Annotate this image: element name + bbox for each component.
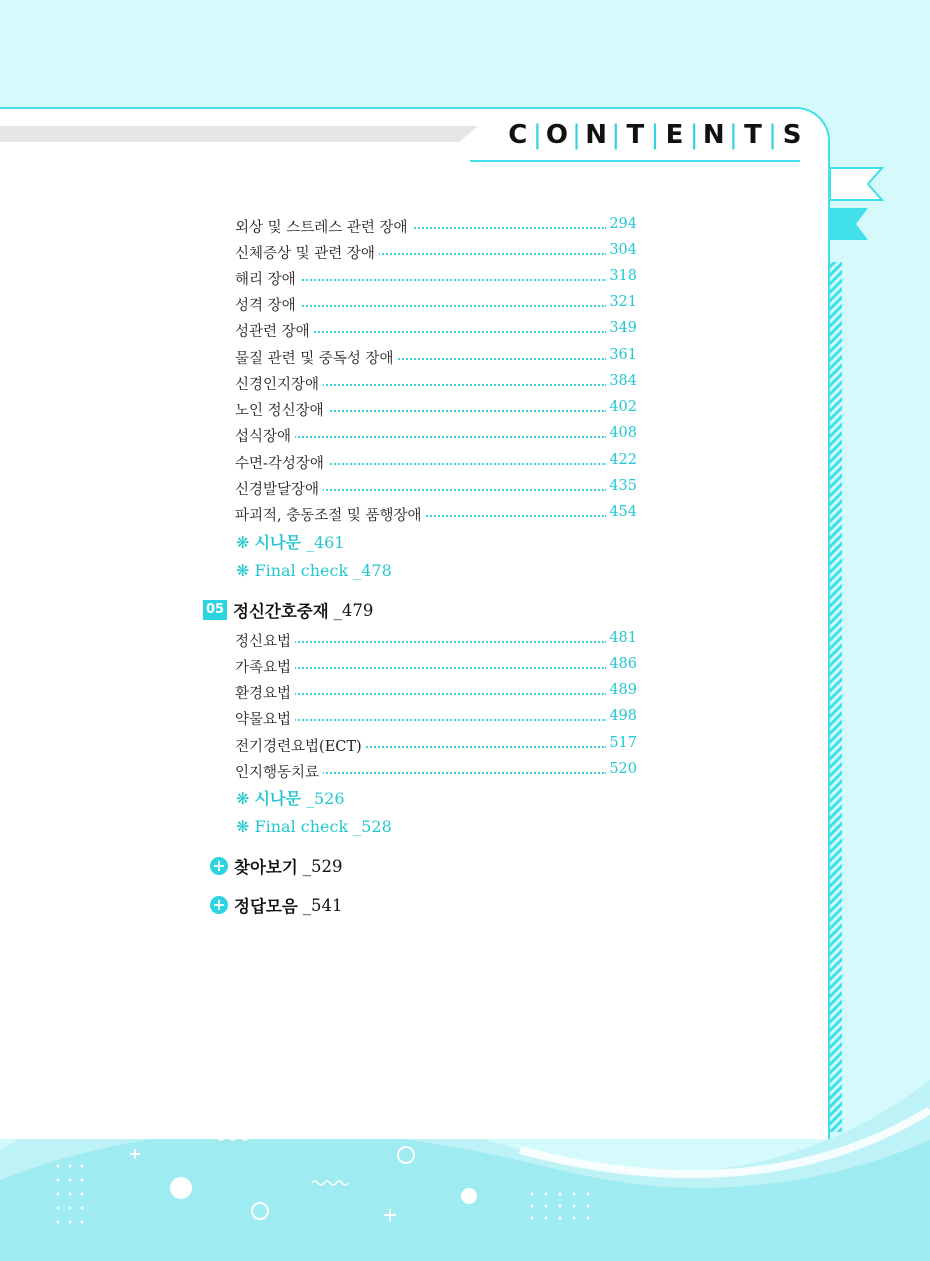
entry-page: 454 (606, 504, 637, 520)
entry-page: 408 (606, 425, 637, 441)
entry-page: 486 (606, 656, 637, 672)
entry-title: 신경발달장애 (235, 478, 323, 499)
toc-entry[interactable] (235, 501, 637, 525)
toc-entry[interactable] (235, 370, 637, 394)
entry-title: 신경인지장애 (235, 373, 323, 394)
appendix-title: 찾아보기 (234, 858, 298, 877)
entry-page: 517 (606, 735, 637, 751)
toc-entry[interactable] (235, 265, 637, 289)
entry-title: 성격 장애 (235, 294, 300, 315)
entry-page: 321 (606, 294, 637, 310)
asterisk-icon: ❋ (236, 533, 250, 552)
title-letter: N (585, 120, 608, 150)
entry-page: 304 (606, 242, 637, 258)
entry-title: 성관련 장애 (235, 320, 314, 341)
entry-title: 물질 관련 및 중독성 장애 (235, 347, 398, 368)
toc-entry[interactable] (235, 653, 637, 677)
chapter-heading[interactable] (203, 597, 373, 623)
toc-entry[interactable] (235, 213, 637, 237)
toc-entry[interactable] (235, 732, 637, 756)
entry-title: 환경요법 (235, 682, 295, 703)
scenario-link[interactable] (236, 786, 345, 809)
plus-circle-icon: + (210, 857, 228, 875)
toc-entry[interactable] (235, 291, 637, 315)
appendix-page: _541 (302, 895, 343, 915)
title-letter: C (508, 120, 528, 150)
title-letter: N (702, 120, 725, 150)
title-letter: T (626, 120, 645, 150)
appendix-page: _529 (302, 856, 343, 876)
chapter-page: _479 (333, 600, 374, 620)
entry-title: 신체증상 및 관련 장애 (235, 242, 379, 263)
title-letter: S (782, 120, 802, 150)
chapter-title: 정신간호중재 (233, 602, 329, 621)
contents-title: C | O | N | T | E | N | T | S (505, 120, 805, 154)
final-check-label: Final check (254, 561, 349, 580)
entry-page: 498 (606, 708, 637, 724)
title-letter: T (744, 120, 762, 150)
scenario-label: 시나문 (254, 789, 301, 808)
final-check-page: _528 (353, 817, 392, 836)
asterisk-icon: ❋ (236, 561, 250, 580)
final-check-label: Final check (254, 817, 349, 836)
asterisk-icon: ❋ (236, 789, 250, 808)
entry-title: 섭식장애 (235, 425, 295, 446)
entry-title: 정신요법 (235, 630, 295, 651)
chapter-number-badge: 05 (203, 600, 227, 620)
entry-title: 파괴적, 충동조절 및 품행장애 (235, 504, 426, 525)
toc-entry[interactable] (235, 239, 637, 263)
entry-page: 520 (606, 761, 637, 777)
plus-circle-icon: + (210, 896, 228, 914)
toc-entry[interactable] (235, 422, 637, 446)
index-link[interactable] (210, 853, 343, 879)
entry-page: 384 (606, 373, 637, 389)
entry-page: 481 (606, 630, 637, 646)
scenario-page: _526 (305, 789, 345, 808)
entry-title: 약물요법 (235, 708, 295, 729)
entry-title: 노인 정신장애 (235, 399, 328, 420)
asterisk-icon: ❋ (236, 817, 250, 836)
entry-page: 294 (606, 216, 637, 232)
final-check-page: _478 (353, 561, 392, 580)
entry-title: 외상 및 스트레스 관련 장애 (235, 216, 412, 237)
toc-entry[interactable] (235, 396, 637, 420)
toc-entry[interactable] (235, 317, 637, 341)
title-letter: E (665, 120, 684, 150)
entry-page: 402 (606, 399, 637, 415)
entry-page: 422 (606, 452, 637, 468)
entry-page: 349 (606, 320, 637, 336)
entry-page: 361 (606, 347, 637, 363)
entry-title: 전기경련요법(ECT) (235, 735, 366, 756)
answers-link[interactable] (210, 892, 343, 918)
header-bar (0, 126, 478, 142)
entry-title: 수면-각성장애 (235, 452, 328, 473)
header-underline (470, 160, 800, 162)
entry-title: 가족요법 (235, 656, 295, 677)
toc-entry[interactable] (235, 679, 637, 703)
entry-title: 해리 장애 (235, 268, 300, 289)
toc-entry[interactable] (235, 449, 637, 473)
entry-title: 인지행동치료 (235, 761, 323, 782)
toc-entry[interactable] (235, 627, 637, 651)
final-check-link[interactable] (236, 817, 392, 836)
title-letter: O (545, 120, 568, 150)
toc-entry[interactable] (235, 475, 637, 499)
entry-page: 489 (606, 682, 637, 698)
entry-page: 318 (606, 268, 637, 284)
entry-page: 435 (606, 478, 637, 494)
appendix-title: 정답모음 (234, 897, 298, 916)
toc-entry[interactable] (235, 758, 637, 782)
final-check-link[interactable] (236, 561, 392, 580)
scenario-label: 시나문 (254, 533, 301, 552)
scenario-page: _461 (305, 533, 345, 552)
toc-entry[interactable] (235, 705, 637, 729)
toc-entry[interactable] (235, 344, 637, 368)
scenario-link[interactable] (236, 530, 345, 553)
